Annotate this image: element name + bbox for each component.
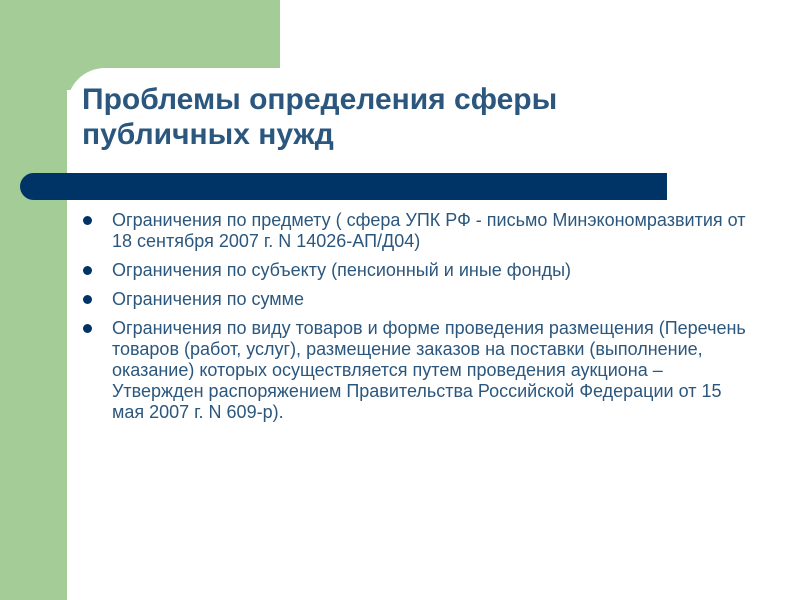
bullet-text: Ограничения по сумме <box>112 289 305 309</box>
slide-title: Проблемы определения сферы публичных нужд <box>82 83 558 151</box>
bullet-text: Ограничения по предмету ( сфера УПК РФ - письмо Минэкономразвития от 18 сентября 2007 г. N 14026-АП/Д04) <box>112 210 746 251</box>
title-underline-bar <box>20 173 667 200</box>
bullet-dot-icon <box>83 295 92 304</box>
bullet-text: Ограничения по виду товаров и форме проведения размещения (Перечень товаров (работ, услуг), размещение заказов на поставки (выполнение, оказание) которых осуществляется путем проведения аукциона – Утвержден распоряжением Правительства Российской Федерации от 15 мая 2007 г. N 609-р). <box>112 318 746 422</box>
bullet-item-subject <box>82 260 752 281</box>
bullet-dot-icon <box>83 216 92 225</box>
bullet-text: Ограничения по субъекту (пенсионный и иные фонды) <box>112 260 571 280</box>
bullet-item-subject-matter <box>82 210 752 252</box>
bullet-item-amount <box>82 289 752 310</box>
green-left-decoration <box>0 0 67 600</box>
bullet-dot-icon <box>83 266 92 275</box>
bullet-item-goods-type <box>82 318 752 423</box>
bullet-list <box>82 210 752 431</box>
bullet-dot-icon <box>83 324 92 333</box>
